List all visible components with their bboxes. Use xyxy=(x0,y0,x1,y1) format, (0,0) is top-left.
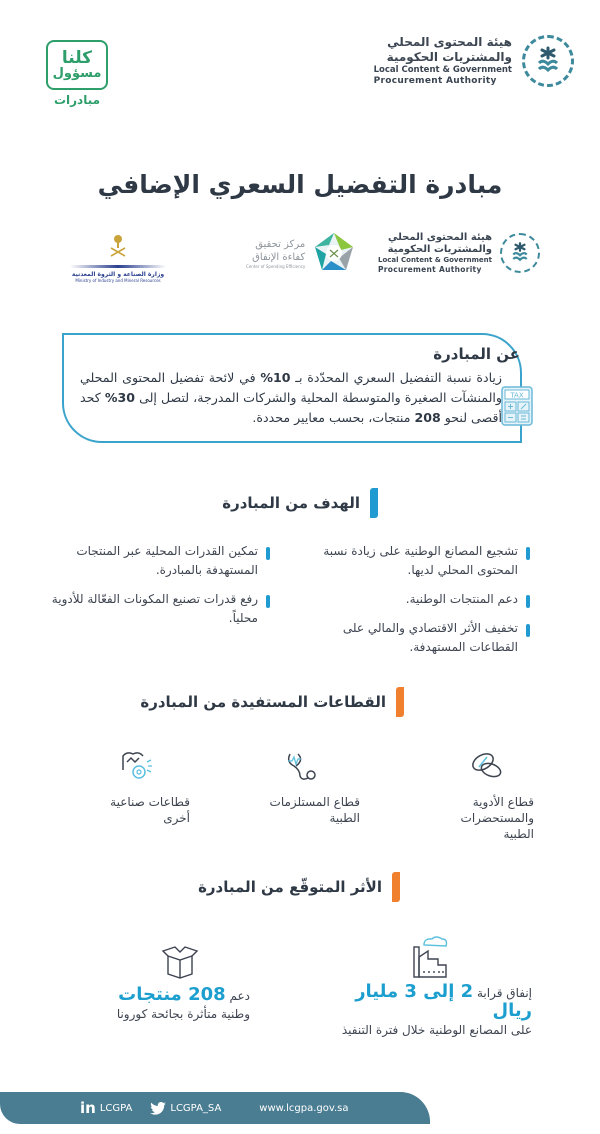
sector-item-pharma: قطاع الأدوية والمستحضرات الطبية xyxy=(434,748,534,842)
twitter-icon xyxy=(150,1102,166,1115)
bullet-marker xyxy=(266,595,270,608)
sector-item-medical-supplies: قطاع المستلزمات الطبية xyxy=(260,748,360,826)
footer-twitter[interactable]: LCGPA_SA xyxy=(150,1102,221,1115)
impact-value: 208 منتجات xyxy=(118,984,226,1005)
kulna-masool-logo xyxy=(46,40,108,118)
kulna-logo-line2: مسؤول xyxy=(52,66,102,81)
lcgpa-header-logo xyxy=(374,30,574,92)
factory-gear-icon xyxy=(119,748,155,784)
lcgpa-partner-ar-line1: هيئة المحتوى المحلي xyxy=(387,232,492,243)
lcgpa-partner-logo xyxy=(378,232,540,274)
impact-item-spending xyxy=(312,935,532,1039)
impact-heading xyxy=(198,872,400,902)
bullet-marker xyxy=(526,595,530,608)
goals-accent-bar xyxy=(370,488,378,518)
goal-item: رفع قدرات تصنيع المكونات الفعّالة للأدوية محلياً. xyxy=(50,590,270,628)
goal-item: تشجيع المصانع الوطنية على زيادة نسبة المحتوى المحلي لديها. xyxy=(310,542,530,580)
page-title: مبادرة التفضيل السعري الإضافي xyxy=(97,170,503,199)
ministry-ar: وزارة الصناعة و الثروة المعدنية xyxy=(71,271,165,278)
goals-title: الهدف من المبادرة xyxy=(222,494,360,512)
footer-linkedin[interactable]: in LCGPA xyxy=(80,1099,133,1117)
lcgpa-ar-line2: والمشتريات الحكومية xyxy=(386,50,512,64)
impact-item-products xyxy=(60,942,250,1023)
stethoscope-icon xyxy=(284,748,320,784)
linkedin-icon: in xyxy=(80,1099,96,1117)
about-description: زيادة نسبة التفضيل السعري المحدّدة بـ 10% في لائحة تفضيل المحتوى المحلي والمنشآت الصغيرة والمتوسطة المحلية والشركات المدرجة، لتصل إلى 30% كحد أقصى لنحو 208 منتجات، بحسب معايير محددة. xyxy=(80,370,502,425)
impact-suffix: وطنية متأثرة بجائحة كورونا xyxy=(116,1007,250,1021)
goals-left-column xyxy=(50,542,270,638)
sector-item-other-industrial: قطاعات صناعية أخرى xyxy=(90,748,190,826)
impact-accent-bar xyxy=(392,872,400,902)
ministry-en: Ministry of Industry and Mineral Resources xyxy=(75,278,161,283)
ceep-en: Center of Spending Efficiency xyxy=(246,263,306,269)
lcgpa-partner-en-line2: Procurement Authority xyxy=(378,265,482,274)
ceep-logo xyxy=(246,230,357,276)
goal-item: تخفيف الأثر الاقتصادي والمالي على القطاعات المستهدفة. xyxy=(310,619,530,657)
lcgpa-seal-small-icon xyxy=(500,233,540,273)
goals-heading xyxy=(222,488,378,518)
impact-suffix: على المصانع الوطنية خلال فترة التنفيذ xyxy=(341,1023,532,1037)
lcgpa-en-line1: Local Content & Government xyxy=(373,65,512,75)
impact-title: الأثر المتوقّع من المبادرة xyxy=(198,878,382,896)
calculator-tax-icon xyxy=(501,386,533,426)
ceep-pentagon-icon xyxy=(311,230,357,276)
bullet-marker xyxy=(266,547,270,560)
ceep-ar-line1: مركز تحقيق xyxy=(255,238,306,250)
footer-bar xyxy=(0,1092,430,1124)
svg-text:TAX: TAX xyxy=(510,391,524,400)
lcgpa-seal-icon xyxy=(522,35,574,87)
factory-icon xyxy=(410,935,450,979)
saudi-emblem-icon xyxy=(108,234,128,258)
lcgpa-partner-ar-line2: والمشتريات الحكومية xyxy=(387,244,492,255)
bullet-marker xyxy=(526,547,530,560)
bullet-marker xyxy=(526,624,530,637)
lcgpa-ar-line1: هيئة المحتوى المحلي xyxy=(387,35,512,49)
goal-item: دعم المنتجات الوطنية. xyxy=(310,590,530,609)
ministry-industry-logo xyxy=(70,234,166,283)
goals-right-column xyxy=(310,542,530,667)
sectors-title: القطاعات المستفيدة من المبادرة xyxy=(140,693,386,711)
goal-item: تمكين القدرات المحلية عبر المنتجات المستهدفة بالمبادرة. xyxy=(50,542,270,580)
lcgpa-partner-en-line1: Local Content & Government xyxy=(378,256,492,264)
impact-prefix: دعم xyxy=(229,989,250,1003)
partner-logos xyxy=(60,228,560,288)
kulna-logo-sub: مبادرات xyxy=(53,93,101,107)
about-title: عن المبادرة xyxy=(433,345,520,363)
box-icon xyxy=(160,942,200,982)
footer-website-link[interactable]: www.lcgpa.gov.sa xyxy=(259,1102,349,1114)
impact-prefix: إنفاق قرابة xyxy=(477,986,532,1000)
lcgpa-en-line2: Procurement Authority xyxy=(373,76,497,86)
sectors-accent-bar xyxy=(396,687,404,717)
sectors-heading xyxy=(140,687,404,717)
pills-icon xyxy=(468,748,504,784)
ceep-ar-line2: كفاءة الإنفاق xyxy=(252,251,306,263)
kulna-logo-line1: كلنا xyxy=(61,48,93,68)
impact-value: 2 إلى 3 مليار ريال xyxy=(355,981,532,1021)
